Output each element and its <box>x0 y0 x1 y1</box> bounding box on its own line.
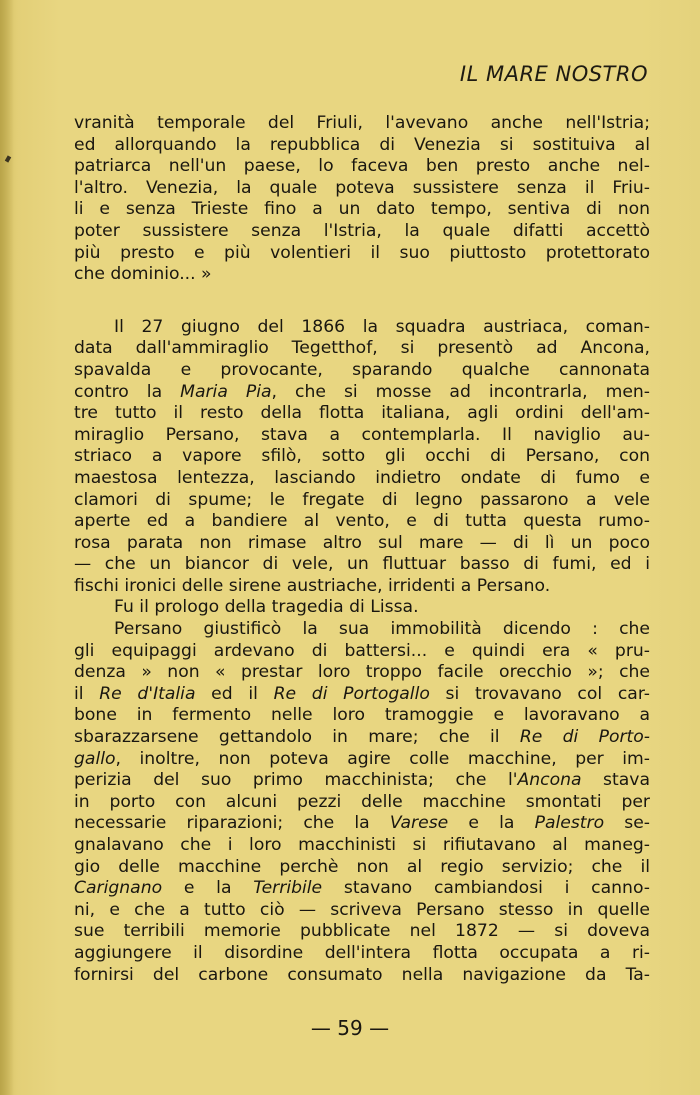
text-line: in porto con alcuni pezzi delle macchine smontati per <box>74 791 650 812</box>
ship-name: Carignano <box>74 878 163 899</box>
text-line: ni, e che a tutto ciò — scriveva Persano stesso in quelle <box>74 899 650 920</box>
text-line: li e senza Trieste fino a un dato tempo, sentiva di non <box>74 199 650 220</box>
text-line: gli equipaggi ardevano di battersi... e quindi era « pru- <box>74 640 650 661</box>
paragraph <box>74 597 650 619</box>
text-line: più presto e più volentieri il suo piuttosto protettorato <box>74 242 650 263</box>
body-text <box>74 113 650 986</box>
text-line: perizia del suo primo macchinista; che l'Ancona stava <box>74 770 650 791</box>
text-line: patriarca nell'un paese, lo faceva ben presto anche nel- <box>74 156 650 177</box>
text-line: gio delle macchine perchè non al regio servizio; che il <box>74 856 650 877</box>
ship-name: Ancona <box>517 770 582 791</box>
text-line: fornirsi del carbone consumato nella navigazione da Ta- <box>74 964 650 985</box>
ship-name: gallo <box>74 748 116 769</box>
text-line: gnalavano che i loro macchinisti si rifiutavano al maneg- <box>74 835 650 855</box>
ship-name: Re di Portogallo <box>273 683 430 704</box>
ship-name: Re di Porto- <box>519 727 650 748</box>
text-line: aggiungere il disordine dell'intera flotta occupata a ri- <box>74 942 650 963</box>
text-line: rosa parata non rimase altro sul mare — di lì un poco <box>74 532 650 553</box>
running-title: IL MARE NOSTRO <box>459 62 648 86</box>
ship-name: Terribile <box>253 878 323 899</box>
text-line: spavalda e provocante, sparando qualche cannonata <box>74 359 650 380</box>
ship-name: Varese <box>389 813 449 834</box>
paragraph <box>74 113 650 286</box>
text-line: Persano giustificò la sua immobilità dicendo : che <box>114 619 650 640</box>
text-line: vranità temporale del Friuli, l'avevano anche nell'Istria; <box>74 113 650 133</box>
text-line: contro la Maria Pia, che si mosse ad incontrarla, men- <box>74 381 650 402</box>
text-line: che dominio... » <box>74 264 212 285</box>
text-line: sue terribili memorie pubblicate nel 1872 — si doveva <box>74 921 650 942</box>
text-line: sbarazzarsene gettandolo in mare; che il Re di Porto- <box>74 727 650 748</box>
binding-shadow <box>0 0 14 1095</box>
text-line: l'altro. Venezia, la quale poteva sussistere senza il Friu- <box>74 177 650 198</box>
text-line: gallo, inoltre, non poteva agire colle macchine, per im- <box>74 748 650 769</box>
text-line: data dall'ammiraglio Tegetthof, si presentò ad Ancona, <box>74 338 650 359</box>
paragraph <box>74 619 650 986</box>
text-line: Fu il prologo della tragedia di Lissa. <box>114 597 419 618</box>
text-line: Carignano e la Terribile stavano cambiandosi i canno- <box>74 878 650 899</box>
text-line: maestosa lentezza, lasciando indietro ondate di fumo e <box>74 467 650 488</box>
text-line: fischi ironici delle sirene austriache, irridenti a Persano. <box>74 575 551 596</box>
text-line: denza » non « prestar loro troppo facile orecchio »; che <box>74 662 650 683</box>
text-line: bone in fermento nelle loro tramoggie e lavoravano a <box>74 705 650 726</box>
page-number: — 59 — <box>310 1016 390 1040</box>
text-line: necessarie riparazioni; che la Varese e la Palestro se- <box>74 813 651 834</box>
text-line: striaco a vapore sfilò, sotto gli occhi di Persano, con <box>74 446 650 467</box>
ship-name: Palestro <box>534 813 605 834</box>
ship-name: Re d'Italia <box>99 683 196 704</box>
text-line: miraglio Persano, stava a contemplarla. Il naviglio au- <box>74 424 650 445</box>
text-line: ed allorquando la repubblica di Venezia si sostituiva al <box>74 134 650 155</box>
text-line: clamori di spume; le fregate di legno passarono a vele <box>74 489 650 510</box>
text-line: — che un biancor di vele, un fluttuar basso di fumi, ed i <box>74 554 650 575</box>
text-line: tre tutto il resto della flotta italiana, agli ordini dell'am- <box>74 403 650 424</box>
text-line: poter sussistere senza l'Istria, la quale difatti accettò <box>74 220 650 241</box>
text-line: il Re d'Italia ed il Re di Portogallo si trovavano col car- <box>74 683 650 704</box>
text-line: Il 27 giugno del 1866 la squadra austriaca, coman- <box>114 316 650 337</box>
ship-name: Maria Pia <box>180 381 272 402</box>
paragraph <box>74 317 650 598</box>
text-line: aperte ed a bandiere al vento, e di tutta questa rumo- <box>74 511 650 532</box>
